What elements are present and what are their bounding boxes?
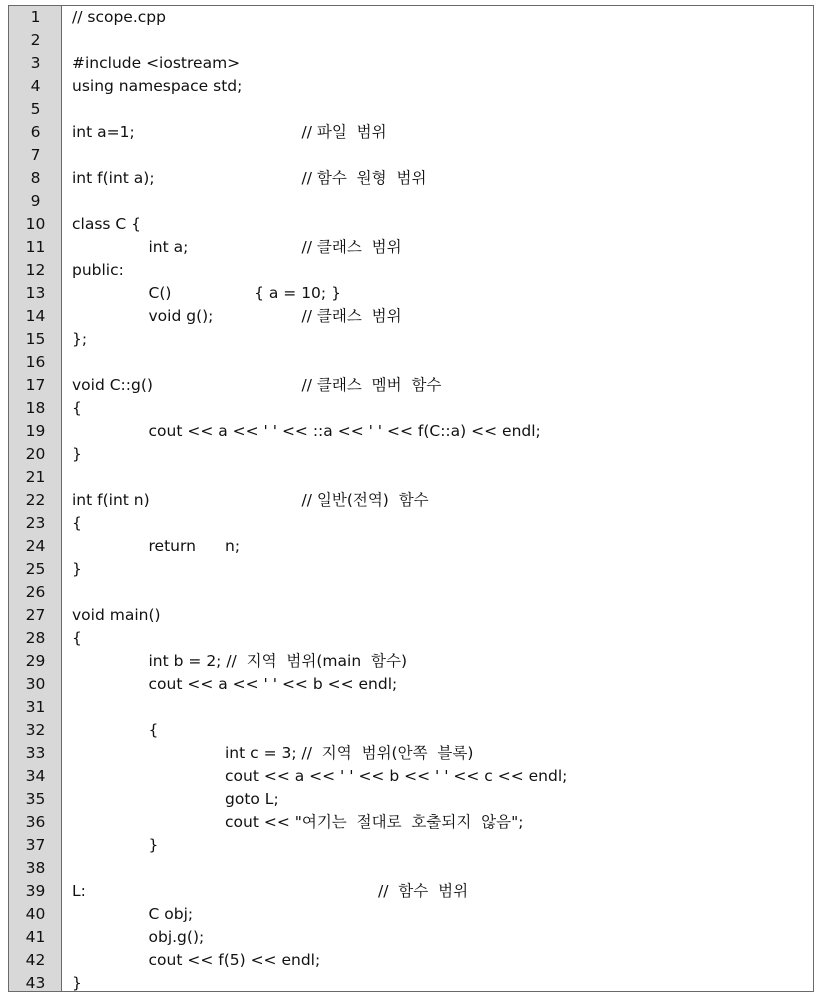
- line-number: 38: [25, 859, 46, 877]
- line-number: 37: [25, 836, 46, 854]
- line-number: 41: [25, 928, 46, 946]
- line-number: 21: [25, 468, 46, 486]
- code-line: [9, 765, 813, 788]
- code-line: [9, 397, 813, 420]
- code-line: [9, 742, 813, 765]
- line-number: 11: [25, 238, 46, 256]
- code-text: int f(int n): [72, 491, 150, 509]
- code-line: [9, 167, 813, 190]
- code-text: n;: [225, 537, 241, 555]
- line-number: 7: [30, 146, 41, 164]
- code-text: void main(): [72, 606, 161, 624]
- code-line: [9, 190, 813, 213]
- code-line: [9, 52, 813, 75]
- code-text: return: [148, 537, 196, 555]
- line-number: 17: [25, 376, 46, 394]
- line-number: 2: [30, 31, 41, 49]
- line-number: 9: [30, 192, 41, 210]
- code-text: // 클래스 범위: [301, 307, 402, 325]
- line-number: 5: [30, 100, 41, 118]
- code-line: [9, 512, 813, 535]
- code-line: [9, 144, 813, 167]
- line-number: 24: [25, 537, 46, 555]
- code-line: [9, 857, 813, 880]
- code-line: [9, 627, 813, 650]
- code-line: [9, 949, 813, 972]
- code-line: [9, 650, 813, 673]
- line-number: 4: [30, 77, 41, 95]
- line-number: 25: [25, 560, 46, 578]
- line-number: 10: [25, 215, 46, 233]
- line-number: 20: [25, 445, 46, 463]
- code-text: // 함수 원형 범위: [301, 169, 427, 187]
- code-text: cout << f(5) << endl;: [148, 951, 321, 969]
- code-text: {: [72, 514, 82, 532]
- code-line: [9, 535, 813, 558]
- code-text: {: [72, 399, 82, 417]
- line-number: 12: [25, 261, 46, 279]
- line-number: 14: [25, 307, 46, 325]
- code-text: int b = 2; // 지역 범위(main 함수): [148, 652, 407, 670]
- code-text: int a;: [148, 238, 189, 256]
- line-number: 18: [25, 399, 46, 417]
- code-text: class C {: [72, 215, 142, 233]
- code-text: // 일반(전역) 함수: [301, 491, 429, 509]
- line-number: 40: [25, 905, 46, 923]
- code-line: [9, 604, 813, 627]
- code-text: }: [72, 560, 82, 578]
- code-text: int f(int a);: [72, 169, 155, 187]
- code-text: int c = 3; // 지역 범위(안쪽 블록): [225, 744, 474, 762]
- code-line: [9, 489, 813, 512]
- code-line: [9, 673, 813, 696]
- line-number: 19: [25, 422, 46, 440]
- line-number: 27: [25, 606, 46, 624]
- code-text: cout << a << ' ' << b << ' ' << c << endl;: [225, 767, 568, 785]
- code-line: [9, 98, 813, 121]
- line-number: 8: [30, 169, 41, 187]
- code-text: };: [72, 330, 88, 348]
- code-text: obj.g();: [148, 928, 205, 946]
- line-number: 13: [25, 284, 46, 302]
- code-line: [9, 213, 813, 236]
- code-line: [9, 328, 813, 351]
- line-number: 3: [30, 54, 41, 72]
- code-line: [9, 305, 813, 328]
- code-text: using namespace std;: [72, 77, 243, 95]
- line-number: 22: [25, 491, 46, 509]
- line-number: 33: [25, 744, 46, 762]
- code-text: int a=1;: [72, 123, 135, 141]
- code-line: [9, 121, 813, 144]
- code-line: [9, 903, 813, 926]
- code-text: C(): [148, 284, 172, 302]
- code-line: [9, 6, 813, 29]
- code-text: cout << "여기는 절대로 호출되지 않음";: [225, 813, 524, 831]
- code-text: // 파일 범위: [301, 123, 387, 141]
- code-text: }: [148, 836, 159, 854]
- code-line: [9, 420, 813, 443]
- code-text: L:: [72, 882, 86, 900]
- code-line: [9, 558, 813, 581]
- code-line: [9, 834, 813, 857]
- line-number: 43: [25, 974, 46, 992]
- code-line: [9, 466, 813, 489]
- code-text: // 클래스 범위: [301, 238, 402, 256]
- code-text: cout << a << ' ' << ::a << ' ' << f(C::a) << endl;: [148, 422, 541, 440]
- code-line: [9, 972, 813, 995]
- line-number: 6: [30, 123, 41, 141]
- line-number: 35: [25, 790, 46, 808]
- code-text: }: [72, 974, 82, 992]
- line-number: 28: [25, 629, 46, 647]
- code-text: { a = 10; }: [254, 284, 341, 302]
- line-number: 15: [25, 330, 46, 348]
- code-text: #include <iostream>: [72, 54, 241, 72]
- code-text: // scope.cpp: [72, 8, 166, 26]
- code-line: [9, 926, 813, 949]
- line-number: 36: [25, 813, 46, 831]
- code-line: [9, 351, 813, 374]
- code-text: void C::g(): [72, 376, 153, 394]
- code-text: C obj;: [148, 905, 194, 923]
- line-number: 42: [25, 951, 46, 969]
- code-text: // 함수 범위: [378, 882, 469, 900]
- code-line: [9, 788, 813, 811]
- code-text: public:: [72, 261, 124, 279]
- line-number: 26: [25, 583, 46, 601]
- code-line: [9, 374, 813, 397]
- code-line: [9, 719, 813, 742]
- code-line: [9, 443, 813, 466]
- code-line: [9, 581, 813, 604]
- code-text: }: [72, 445, 82, 463]
- line-number: 23: [25, 514, 46, 532]
- code-line: [9, 811, 813, 834]
- line-number: 39: [25, 882, 46, 900]
- code-line: [9, 259, 813, 282]
- code-text: // 클래스 멤버 함수: [301, 376, 442, 394]
- code-line: [9, 282, 813, 305]
- code-line: [9, 696, 813, 719]
- line-number: 34: [25, 767, 46, 785]
- code-text: cout << a << ' ' << b << endl;: [148, 675, 398, 693]
- code-listing-table: [8, 5, 814, 992]
- line-number: 31: [25, 698, 46, 716]
- code-text: void g();: [148, 307, 214, 325]
- code-line: [9, 236, 813, 259]
- code-text: {: [72, 629, 82, 647]
- line-number: 1: [30, 8, 41, 26]
- line-number: 32: [25, 721, 46, 739]
- code-text: goto L;: [225, 790, 279, 808]
- line-number: 16: [25, 353, 46, 371]
- line-number: 30: [25, 675, 46, 693]
- line-number: 29: [25, 652, 46, 670]
- code-line: [9, 29, 813, 52]
- code-text: {: [148, 721, 159, 739]
- code-line: [9, 75, 813, 98]
- code-line: [9, 880, 813, 903]
